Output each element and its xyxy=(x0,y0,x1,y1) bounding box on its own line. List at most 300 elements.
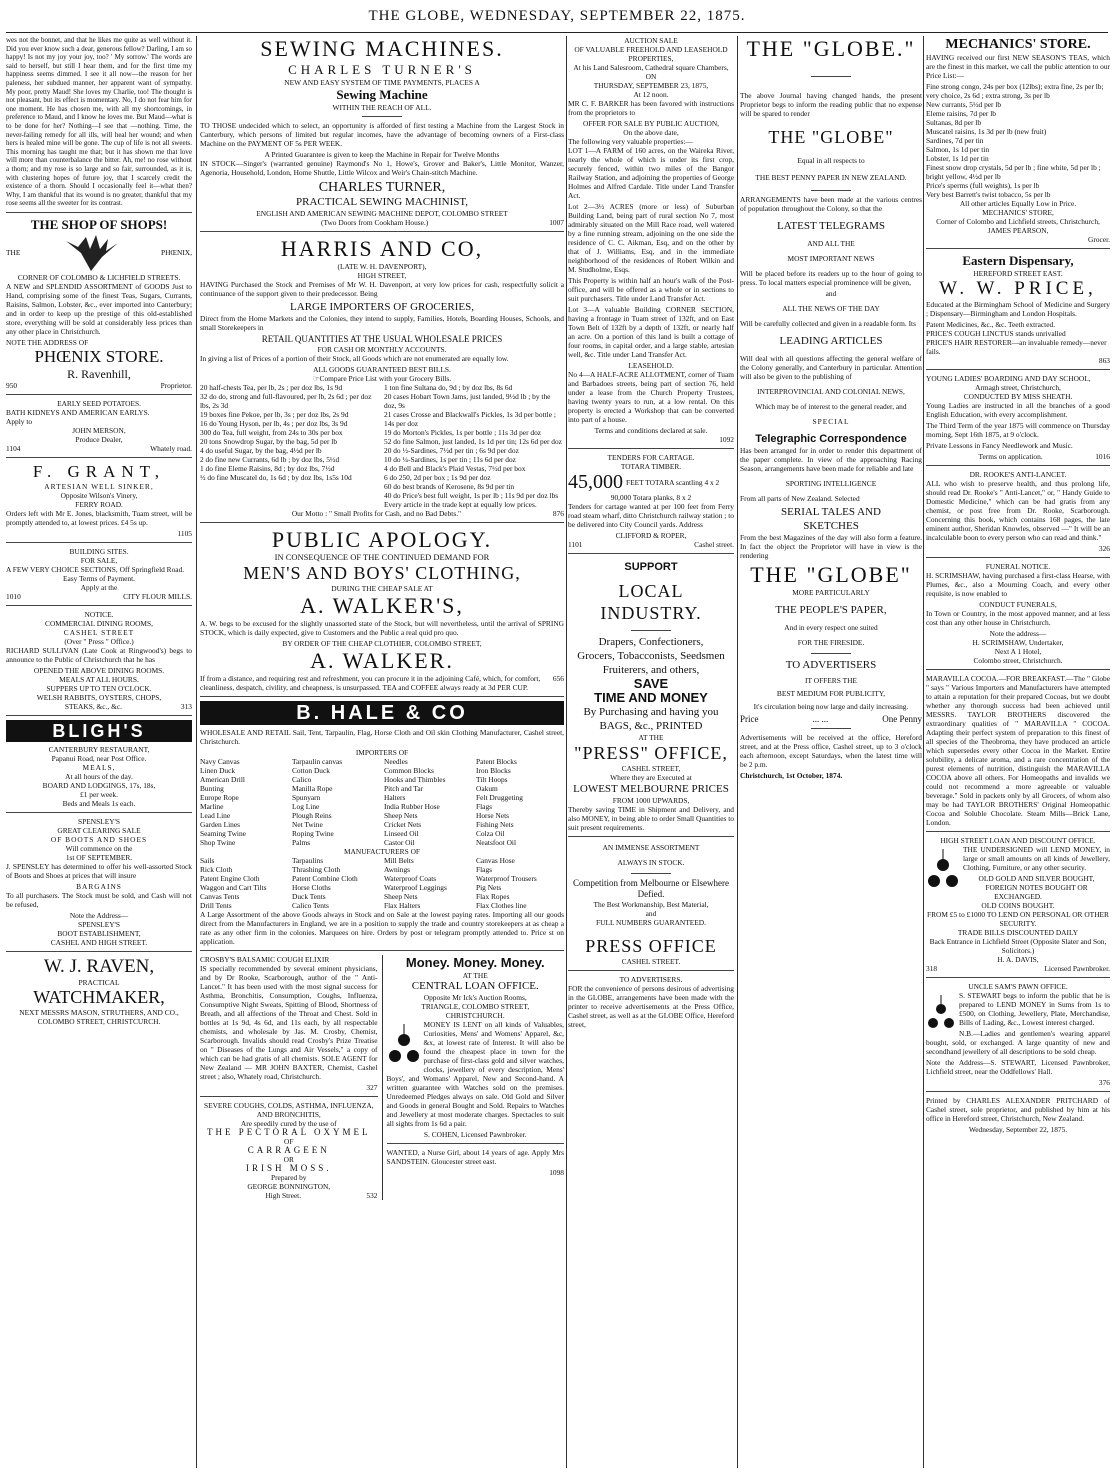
raven-name: W. J. RAVEN, xyxy=(43,955,155,977)
masthead: THE GLOBE, WEDNESDAY, SEPTEMBER 22, 1875. xyxy=(368,8,746,24)
price-item: 20 do ½-Sardines, 7½d per tin ; 6s 9d per doz xyxy=(384,446,519,455)
potatoes-body: BATH KIDNEYS AND AMERICAN EARLYS. xyxy=(6,407,150,417)
mech-item: Lobster, 1s 1d per tin xyxy=(926,154,989,163)
mech-body: HAVING received our first NEW SEASON'S TEAS, which are the finest in this market, we call the public attention to our Price List:— xyxy=(926,53,1110,80)
loan-body: MONEY IS LENT on all kinds of Valuables, Curiosities, Mens' and Womens' Apparel, &c, &x, at lowest rate of Interest. It will also be found the cheapest place in town for the purchase of first-class gold and silver watches, clocks, jewellery of every description, Mens' Boys', and Womans' Apparel, New and Second-hand. A written guarantee with Watches sold on the premises. Unredeemed Pledges always on sale. Old Gold and Silver and Goods in general Bought and Sold. Repairs to Watches and Jewellery at most moderate charges. Spectacles to suit all sights from 1s 6d a pair. xyxy=(386,1020,564,1128)
feet-row xyxy=(568,471,734,493)
easy-terms: Easy Terms of Payment. xyxy=(62,573,135,583)
crosby-heading: CROSBY'S BALSAMIC COUGH ELIXIR xyxy=(200,955,330,964)
ad-footer xyxy=(200,674,564,692)
interprovincial: INTERPROVINCIAL AND COLONIAL NEWS, xyxy=(757,387,905,396)
mech-item: New currants, 5½d per lb xyxy=(926,100,1002,109)
coins: OLD COINS BOUGHT. xyxy=(981,901,1055,910)
divider xyxy=(926,465,1110,466)
sullivan-body: RICHARD SULLIVAN (Late Cook at Ringwood's) begs to announce to the Public of Christchurch that he has xyxy=(6,645,192,664)
divider xyxy=(568,448,734,449)
ad-number: 863 xyxy=(1098,356,1110,365)
man-item: Canvas Tents xyxy=(200,892,240,901)
imp-item: Common Blocks xyxy=(384,766,434,775)
man-item: Flags xyxy=(476,865,493,874)
linctus: PRICE'S COUGH LINCTUS stands unrivalled xyxy=(926,329,1066,338)
price-list-right xyxy=(384,383,564,509)
bags: BAGS, &c., PRINTED xyxy=(599,720,703,732)
price-item: 1 do fine Eleme Raisins, 8d ; by doz lbs, 7½d xyxy=(200,464,335,473)
imprint: Printed by CHARLES ALEXANDER PRITCHARD of Cashel street, sole proprietor, and published by him at his office in Hereford street, Christchurch, New Zealand. xyxy=(926,1096,1110,1123)
grocer: Grocer. xyxy=(1088,235,1110,244)
immense: AN IMMENSE ASSORTMENT xyxy=(602,843,700,852)
ad-number: 1104 xyxy=(6,443,21,453)
pectoral: THE PECTORAL OXYMEL xyxy=(207,1127,371,1137)
ad-number: 532 xyxy=(366,1191,378,1200)
divider xyxy=(200,696,564,697)
imp-item: Palms xyxy=(292,838,311,847)
speedily: Are speedily cured by the use of xyxy=(240,1119,337,1128)
at-the: AT THE xyxy=(462,971,488,980)
divider xyxy=(926,369,1110,370)
ct-name: CHARLES TURNER, xyxy=(318,180,446,195)
lowest-prices: LOWEST MELBOURNE PRICES xyxy=(573,783,729,795)
imp-item: Halters xyxy=(384,793,406,802)
man-col xyxy=(200,856,288,910)
deal: Will deal with all questions affecting the general welfare of the Colony generally, and Canterbury in particular. Attention will also be given to the publishing of xyxy=(740,354,922,381)
lower-left xyxy=(200,955,378,1200)
price-item: 4 do Bell and Black's Plaid Vestas, 7½d per box xyxy=(384,464,526,473)
imp-item: Castor Oil xyxy=(384,838,415,847)
column-2 xyxy=(200,36,564,1468)
divider xyxy=(926,248,1110,249)
young-ladies: Young Ladies are instructed in all the branches of a good English Education, with every accomplishment. xyxy=(926,401,1110,419)
pawnbroker-balls-icon xyxy=(926,847,960,891)
divider xyxy=(568,970,734,971)
grocers: Grocers, Tobacconists, Seedsmen xyxy=(577,650,725,662)
opposite-ick: Opposite Mr Ick's Auction Rooms, xyxy=(423,993,527,1002)
adv-received: Advertisements will be received at the office, Hereford street, and at the Press office, Cashel street, up to 3 o'clock each afternoon, except Saturdays, when the latest time will be 2 p.m. xyxy=(740,733,922,769)
price-item: ½ do fine Muscatel do, 1s 6d ; by doz lbs, 1s5s 10d xyxy=(200,473,352,482)
divider xyxy=(362,116,402,117)
ad-footer xyxy=(6,592,192,601)
christchurch: CHRISTCHURCH. xyxy=(445,1011,505,1020)
price-item: 40 do Price's best full weight, 1s per lb ; 11s 9d per doz lbs xyxy=(384,491,559,500)
divider xyxy=(200,950,564,951)
shop-title: THE SHOP OF SHOPS! xyxy=(30,216,168,232)
price-item: 6 do 250, 2d per box ; 1s 9d per doz xyxy=(384,473,491,482)
lot-3: Lot 3—A valuable Building CORNER SECTION, having a frontage in Tuam street of 132ft, and on East Town Belt of 132ft by a depth of 132ft, or nearly half an acre. On a portion of this land is built a cottage of four rooms, in capital order, and a large stable, artesian well, &c. Title under Land Transfer Act. xyxy=(568,305,734,359)
divider xyxy=(631,630,671,631)
man-item: Patent Engine Cloth xyxy=(200,874,260,883)
imp-item: Roping Twine xyxy=(292,829,334,838)
mech-item: Price's sperms (full weights), 1s per lb xyxy=(926,181,1040,190)
divider xyxy=(811,728,851,729)
price-item: 19 boxes fine Pekoe, per lb, 3s ; per doz lbs, 2s 9d xyxy=(200,410,349,419)
imp-item: Navy Canvas xyxy=(200,757,240,766)
hale-banner: B. HALE & CO xyxy=(200,701,564,725)
imp-item: Patent Blocks xyxy=(476,757,517,766)
latest-telegrams: LATEST TELEGRAMS xyxy=(776,220,886,232)
imp-item: Sheep Nets xyxy=(384,811,418,820)
lot-1: LOT 1—A FARM of 160 acres, on the Waireka River, nearly the whole of which is under its first crop, securely fenced, within two miles of the Bangor Railway Station, and adjoining the properties of George Holmes and Alfred Cardale. Title under Land Transfer Act. xyxy=(568,146,734,200)
to-advertisers: TO ADVERTISERS. xyxy=(619,975,683,984)
walkers: A. WALKER'S, xyxy=(300,593,464,618)
man-item: Tarpaulins xyxy=(292,856,324,865)
best-penny: THE BEST PENNY PAPER IN NEW ZEALAND. xyxy=(755,173,907,182)
imp-col xyxy=(384,757,472,847)
imp-item: Needles xyxy=(384,757,408,766)
imp-item: Pitch and Tar xyxy=(384,784,424,793)
imp-item: Felt Druggeting xyxy=(476,793,524,802)
circulation: It's circulation being now large and daily increasing. xyxy=(753,702,909,711)
system: NEW AND EASY SYSTEM OF TIME PAYMENTS, PLACES A xyxy=(284,78,480,87)
man-item: Waterproof Leggings xyxy=(384,883,447,892)
for-cash: FOR CASH OR MONTHLY ACCOUNTS. xyxy=(317,345,447,354)
divider xyxy=(6,457,192,458)
divider xyxy=(6,394,192,395)
mech-item: All other articles Equally Low in Price. xyxy=(959,199,1077,208)
on-date: On the above date, xyxy=(623,128,679,137)
on-label: ON xyxy=(645,72,657,81)
manufacturers-of: MANUFACTURERS OF xyxy=(343,847,421,856)
boots-shoes: OF BOOTS AND SHOES xyxy=(50,834,148,844)
mech-item: Very best Barrett's twist tobacco, 5s per lb xyxy=(926,190,1051,199)
price-line xyxy=(740,715,922,724)
ad-footer xyxy=(6,381,192,390)
all-goods: ALL GOODS GUARANTEED BEST BILLS. xyxy=(313,365,451,374)
man-item: Rick Cloth xyxy=(200,865,233,874)
divider xyxy=(200,1096,378,1097)
commence: Will commence on the xyxy=(65,843,133,853)
eastern-dispensary: Eastern Dispensary, xyxy=(962,253,1074,268)
ad-number: 1007 xyxy=(549,218,564,227)
beds-meals: Beds and Meals 1s each. xyxy=(62,798,136,808)
ferry-road: FERRY ROAD. xyxy=(75,499,123,509)
divider xyxy=(6,951,192,952)
sections: A FEW VERY CHOICE SECTIONS, Off Springfield Road. xyxy=(6,564,185,574)
ad-number: 1016 xyxy=(1095,452,1110,461)
imp-col xyxy=(292,757,380,847)
divider xyxy=(6,715,192,716)
imp-item: Manilla Rope xyxy=(292,784,333,793)
imp-item: Fishing Nets xyxy=(476,820,514,829)
phoenix-emblem-icon xyxy=(56,233,126,273)
undersigned: THE UNDERSIGNED will LEND MONEY, in large or small amounts on all kinds of Jewellery, Clothing, Furniture, or any other security. xyxy=(963,845,1110,872)
city-flour-mills: CITY FLOUR MILLS. xyxy=(123,591,192,601)
man-col xyxy=(476,856,564,910)
ladies: YOUNG LADIES' BOARDING AND DAY SCHOOL, xyxy=(926,374,1091,383)
mech-item: Muscatel raisins, 1s 3d per lb (new fruit) xyxy=(926,127,1047,136)
mens-clothing: MEN'S AND BOYS' CLOTHING, xyxy=(243,563,521,583)
valuable: OF VALUABLE FREEHOLD AND LEASEHOLD PROPERTIES, xyxy=(574,45,728,63)
imp-item: Iron Blocks xyxy=(476,766,511,775)
price-item: 19 do Morton's Pickles, 1s per bottle ; 11s 3d per doz xyxy=(384,428,542,437)
in-stock: IN STOCK—Singer's (warranted genuine) Raymond's No 1, Howe's, Grover and Baker's, Little Monitor, Wanzer, Agenoria, Household, London, Home Shuttle, Little Wilcox and Weir's Chain-stitch Machine. xyxy=(200,159,564,177)
imp-item: Hooks and Thimbles xyxy=(384,775,446,784)
funeral-heading: FUNERAL NOTICE. xyxy=(985,562,1051,571)
ad-footer xyxy=(200,218,564,227)
column-4 xyxy=(740,36,922,1468)
auction-sale: AUCTION SALE xyxy=(624,36,678,45)
mech-item: Fine strong congo, 24s per box (12lbs); extra fine, 2s per lb; very choice, 2s 6d ; extra strong, 3s per lb xyxy=(926,82,1104,100)
practical: PRACTICAL xyxy=(78,977,120,987)
placed: Will be placed before its readers up to the hour of going to press. To local matters especial prominence will be given, xyxy=(740,269,922,287)
spensleys: SPENSLEY'S xyxy=(78,919,120,929)
clifford: CLIFFORD & ROPER, xyxy=(615,531,687,540)
ad-footer xyxy=(568,540,734,549)
column-1 xyxy=(6,36,192,1468)
divider xyxy=(6,212,192,213)
apply-label: Apply to xyxy=(6,416,33,426)
man-item: Drill Tents xyxy=(200,901,232,910)
peoples-paper: THE PEOPLE'S PAPER, xyxy=(775,604,887,616)
one-penny: One Penny xyxy=(882,714,922,724)
all-news: ALL THE NEWS OF THE DAY xyxy=(782,304,880,313)
depot: ENGLISH AND AMERICAN SEWING MACHINE DEPOT, COLOMBO STREET xyxy=(256,209,508,218)
save: SAVE xyxy=(633,676,669,691)
divider xyxy=(6,605,192,606)
competition: Competition from Melbourne or Elsewhere Defied. xyxy=(573,878,729,899)
steaks: STEAKS, &c., &c. xyxy=(64,701,122,711)
divider xyxy=(926,977,1110,978)
consequence: IN CONSEQUENCE OF THE CONTINUED DEMAND FOR xyxy=(274,552,490,562)
imp-item: Cricket Nets xyxy=(384,820,422,829)
imp-item: Lead Line xyxy=(200,811,231,820)
cashel-street: Cashel street. xyxy=(694,540,734,549)
ad-number: 1101 xyxy=(568,540,583,549)
price-item: 300 do Tea, full weight, from 24s to 30s per box xyxy=(200,428,343,437)
cashel-street-2: CASHEL STREET. xyxy=(621,957,681,966)
ad-footer xyxy=(200,1191,378,1200)
serial-tales: SERIAL TALES AND xyxy=(781,506,881,518)
divider xyxy=(926,1091,1110,1092)
price-dots: ... ... xyxy=(812,714,829,724)
armagh: Armagh street, Christchurch, xyxy=(975,383,1061,392)
blighs-banner: BLIGH'S xyxy=(6,720,192,742)
welsh-rabbits: WELSH RABBITS, OYSTERS, CHOPS, xyxy=(36,692,162,702)
proprietor-label: Proprietor. xyxy=(160,380,192,390)
lower-right xyxy=(382,955,565,1200)
divider xyxy=(926,669,1110,670)
board-lodgings: BOARD AND LODGINGS, 17s, 18s, xyxy=(42,780,156,790)
man-item: Sheep Nets xyxy=(384,892,418,901)
lower-split xyxy=(200,955,564,1200)
divider xyxy=(811,76,851,77)
potatoes-heading: EARLY SEED POTATOES. xyxy=(57,398,141,408)
mech-item: Finest snow drop crystals, 5d per lb ; fine white, 5d per lb ; bright yellow, 4½d per lb xyxy=(926,163,1101,181)
imp-item: Calico xyxy=(292,775,312,784)
spensley-body: J. SPENSLEY has determined to offer his well-assorted Stock of Boots and Shoes at prices that will insure xyxy=(6,861,192,880)
cashel-street: CASHEL STREET, xyxy=(621,764,681,773)
man-item: Thrashing Cloth xyxy=(292,865,341,874)
importers-table xyxy=(200,757,564,847)
lot-4: No 4—A HALF-ACRE ALLOTMENT, corner of Tuam and Barbadoes streets, being part of section 76, held under a lease from the Church Property Trustees, having twenty years to run, at a low rental. On this property is erected a Workshop that can be converted into part of a house. xyxy=(568,370,734,424)
imp-item: Marline xyxy=(200,802,224,811)
mech-item: Salmon, 1s 1d per tin xyxy=(926,145,990,154)
hereford: HEREFORD STREET EAST. xyxy=(973,269,1063,278)
at-the: AT THE xyxy=(638,733,664,742)
man-item: Waterproof Coats xyxy=(384,874,437,883)
ad-number: 1010 xyxy=(6,591,21,601)
harris-body: HAVING Purchased the Stock and Premises of Mr W. H. Davenport, at very low prices for cash, respectfully solicit a continuance of the support given to their predecessor. Being xyxy=(200,280,564,298)
to-advertisers-body: FOR the convenience of persons desirous of advertising in the GLOBE, arrangements have been made with the printer to receive advertisements at the Press Office, Cashel street, as well as at the GLOBE Office, Hereford street, xyxy=(568,984,734,1029)
scrimshaw: H. SCRIMSHAW, Undertaker, xyxy=(972,638,1064,647)
suppers: SUPPERS UP TO TEN O'CLOCK. xyxy=(46,683,152,693)
more-particularly: MORE PARTICULARLY xyxy=(792,588,870,597)
above-journal: The above Journal having changed hands, the present Proprietor begs to inform the reading public that no expense will be spared to render xyxy=(740,91,922,118)
within-reach: WITHIN THE REACH OF ALL. xyxy=(332,103,432,112)
divider xyxy=(926,831,1110,832)
price-list xyxy=(200,383,564,509)
dateline: Christchurch, 1st October, 1874. xyxy=(740,771,843,780)
man-item: Canvas Hose xyxy=(476,856,515,865)
mech-item: Eleme raisins, 7d per lb xyxy=(926,109,996,118)
and-label: and xyxy=(825,289,837,298)
ad-number: 1105 xyxy=(177,528,192,538)
ravenhill: R. Ravenhill, xyxy=(67,366,131,381)
from-best: From the best Magazines of the day will also form a feature. In fact the object the Proprietor will have in view is the rendering xyxy=(740,533,922,560)
man-item: Flax Halters xyxy=(384,901,421,910)
price-item: 60 do best brands of Kerosene, 8s 9d per tin xyxy=(384,482,515,491)
grant-name: F. GRANT, xyxy=(32,461,166,481)
sept-first: 1st OF SEPTEMBER. xyxy=(65,852,133,862)
in-town: In Town or Country, in the most appoved manner, and at less cost than any other house in Christchurch. xyxy=(926,609,1110,627)
divider xyxy=(200,522,564,523)
ad-number: 376 xyxy=(1098,1078,1110,1087)
rooke-heading: DR. ROOKE'S ANTI-LANCET. xyxy=(969,470,1067,479)
at-his: At his Land Salesroom, Cathedral square Chambers, xyxy=(573,63,729,72)
educated: Educated at the Birmingham School of Medicine and Surgery ; Dispensary—Birmingham and London Hospitals. xyxy=(926,300,1110,318)
uncle-sams: UNCLE SAM'S PAWN OFFICE. xyxy=(968,982,1068,991)
spensley-heading: SPENSLEY'S xyxy=(78,816,120,826)
best-medium: BEST MEDIUM FOR PUBLICITY, xyxy=(776,689,886,698)
during: DURING THE CHEAP SALE AT xyxy=(331,584,433,593)
feet-label: FEET TOTARA scantling 4 x 2 xyxy=(626,477,720,487)
from-all: From all parts of New Zealand. Selected xyxy=(740,494,860,503)
bonnington: GEORGE BONNINGTON, xyxy=(247,1182,331,1191)
imp-item: Seaming Twine xyxy=(200,829,246,838)
special: SPECIAL xyxy=(812,417,850,426)
ct-practical: PRACTICAL SEWING MACHINIST, xyxy=(295,196,469,208)
local-industry: LOCAL INDUSTRY. xyxy=(600,581,702,623)
wanted: WANTED, a Nurse Girl, about 14 years of age. Apply Mrs SANDSTEIN. Gloucester street east. xyxy=(386,1148,564,1166)
man-item: Flax Clothes line xyxy=(476,901,527,910)
imp-item: Shop Twine xyxy=(200,838,236,847)
carrageen: CARRAGEEN xyxy=(247,1145,330,1155)
opened: OPENED THE ABOVE DINING ROOMS. xyxy=(33,665,165,675)
man-item: Calico Tents xyxy=(292,901,329,910)
ad-footer xyxy=(6,444,192,453)
licensed: Licensed Pawnbroker. xyxy=(1044,964,1110,973)
patent: Patent Medicines, &c., &c. Teeth extracted. xyxy=(926,320,1056,329)
divider xyxy=(568,836,734,837)
ad-number: 318 xyxy=(926,964,938,973)
harris-heading: HARRIS AND CO, xyxy=(280,236,484,261)
masthead-rule xyxy=(6,32,1108,33)
imp-item: Plough Reins xyxy=(292,811,332,820)
clearing-sale: GREAT CLEARING SALE xyxy=(57,825,141,835)
crosby-body: IS specially recommended by several eminent physicians, and by Dr Rooke, Scarborough, author of the " Anti-Lancet." It has been used with the most signal success for Asthma, Bronchitis, Consumption, Coughs, Influenza, Consumptive Night Sweats, Spitting of Blood, Shortness of Breath, and all affections of the Throat and Chest. Sold in bottles at 1s 9d, 4s 6d, and 11s each, by all respectable chemists, and wholesale by Jas. M. Crosby, Chemist, Scarborough. Invalids should read Crosby's Prize Treatise on " Diseases of the Lungs and Air Vessels," a copy of which can be had gratis of all chemists. SOLE AGENT for New Zealand — MR JOHN BAXTER, Chemist, Cashel street ; also, Whately road, Christchurch. xyxy=(200,964,378,1081)
motto: Our Motto : " Small Profits for Cash, and no Bad Debts." xyxy=(291,509,462,518)
tenders: TENDERS FOR CARTAGE. xyxy=(607,453,695,462)
man-item: Awnings xyxy=(384,865,411,874)
papanui-road: Papanui Road, near Post Office. xyxy=(51,753,147,763)
conduct-funerals: CONDUCT FUNERALS, xyxy=(979,600,1057,609)
full-numbers: FULL NUMBERS GUARANTEED. xyxy=(596,918,706,927)
sewing-machines-heading: SEWING MACHINES. xyxy=(260,36,504,61)
every-respect: And in every respect one suited xyxy=(784,623,878,632)
ad-footer xyxy=(926,452,1110,461)
next-messrs: NEXT MESSRS MASON, STRUTHERS, AND CO., xyxy=(19,1007,179,1017)
thereby: Thereby saving TIME in Shipment and Delivery, and also MONEY, in being able to order Small Quantities to suit present requirements. xyxy=(568,805,734,832)
price-item: 4 do useful Sugar, by the bag, 4½d per lb xyxy=(200,446,322,455)
from-sum: FROM £5 to £1000 TO LEND ON PERSONAL OR OTHER SECURITY. xyxy=(927,910,1109,928)
note-address: NOTE THE ADDRESS OF xyxy=(6,337,89,347)
ad-footer xyxy=(6,702,192,711)
notice-heading: NOTICE. xyxy=(84,609,114,619)
fireside: FOR THE FIRESIDE. xyxy=(797,638,865,647)
equal: Equal in all respects to xyxy=(797,156,865,165)
two-doors: (Two Doors from Cookham House.) xyxy=(320,218,429,227)
imp-item: Colza Oil xyxy=(476,829,505,838)
to-advertisers: TO ADVERTISERS xyxy=(785,659,877,671)
globe-heading: THE "GLOBE." xyxy=(746,36,916,61)
watchmaker: WATCHMAKER, xyxy=(33,986,165,1007)
note-address: Note the address— xyxy=(989,629,1047,638)
totara: TOTARA TIMBER. xyxy=(620,462,682,471)
conducted: CONDUCTED BY MISS SHEATH. xyxy=(963,392,1073,401)
nb: N.B.—Ladies and gentlemen's wearing apparel bought, sold, or exchanged. A large quantity of new and secondhand jewellery of all descriptions to be sold cheap. xyxy=(926,1029,1110,1056)
imp-item: Spunyarn xyxy=(292,793,321,802)
time-money: TIME AND MONEY xyxy=(594,690,708,705)
corner-address: CORNER OF COLOMBO & LICHFIELD STREETS. xyxy=(17,272,181,282)
divider xyxy=(811,190,851,191)
man-col xyxy=(292,856,380,910)
divider xyxy=(6,542,192,543)
price-item: 52 do fine Salmon, just landed, 1s 1d per tin; 12s 6d per doz xyxy=(384,437,562,446)
divider xyxy=(6,812,192,813)
following: The following very valuable properties:— xyxy=(568,137,693,146)
money-heading: Money. Money. Money. xyxy=(405,955,545,970)
dining-rooms: COMMERCIAL DINING ROOMS, xyxy=(45,618,153,628)
produce-dealer: Produce Dealer, xyxy=(75,434,123,444)
colombo: Colombo street, Christchurch. xyxy=(973,656,1063,665)
corner: Corner of Colombo and Lichfield streets, Christchurch, xyxy=(936,217,1100,226)
divider xyxy=(926,557,1110,558)
all-hours: At all hours of the day. xyxy=(65,771,133,781)
price-item: 2 do fine new Currants, 6d lb ; by doz lbs, 5½d xyxy=(200,455,340,464)
best-workmanship: The Best Workmanship, Best Material, xyxy=(593,900,709,909)
charles-turner: CHARLES TURNER'S xyxy=(288,62,476,77)
it-offers: IT OFFERS THE xyxy=(805,676,857,685)
maravilla: MARAVILLA COCOA.—FOR BREAKFAST.—The " Globe " says " Various Importers and Manufacturers have attempted to attain a reputation for their prepared Cocoas, but we doubt whether any thorough success had been achieved until MESSRS. TAYLOR BROTHERS discovered the extraordinary qualities of " MARAVILLA " COCOA. Adapting their perfect system of preparation to this finest of all species of the Theobroma, they have produced an article which supersedes every other Cocoa in the Market. Entire solubility, a delicate aroma, and a rare concentration of the purest elements of nutrition, distinguish the MARAVILLA COCOA above all others. For Homeopaths and invalids we could not recommend a more agreeable or valuable beverage." Sold in packets only by all Grocers, of whom also may be had TAYLOR BROTHERS' Original Homeopathic Cocoa and Soluble Chocolate. Steam Mills—Brick Lane, London. xyxy=(926,674,1110,827)
irish-moss: IRISH MOSS. xyxy=(245,1163,332,1173)
compare: ☞Compare Price List with your Grocery Bills. xyxy=(312,374,452,383)
and-label: and xyxy=(645,909,657,918)
price-list-left xyxy=(200,383,380,509)
to-purchasers: To all purchasers. The Stock must be sold, and Cash will not be refused, xyxy=(6,890,192,909)
hale-body: WHOLESALE AND RETAIL Sail, Tent, Tarpaulin, Flag, Horse Cloth and Oil skin Clothing Manufacturer, Cashel street, Christchurch. xyxy=(200,728,564,746)
by-order: BY ORDER OF THE CHEAP CLOTHIER, COLOMBO STREET, xyxy=(282,639,482,648)
ad-number: 950 xyxy=(6,380,18,390)
price-item: 20 half-chests Tea, per lb, 2s ; per doz lbs, 1s 9d xyxy=(200,383,343,392)
feet-number: 45,000 xyxy=(568,471,623,493)
lot-2: Lot 2—3½ ACRES (more or less) of Suburban Building Land, being part of rural section No 7, most admirably situated on the Mill Race road, well watered by a fine running stream, adjoining on the one side the residence of C. C. Aikman, Esq, and on the other by that of J. Williams, Esq, and in the immediate neighborhood of the residences of Robert Wilkin and M. Studholme, Esqs. xyxy=(568,202,734,274)
pearson: JAMES PEARSON, xyxy=(987,226,1049,235)
imp-item: American Drill xyxy=(200,775,245,784)
public-apology: PUBLIC APOLOGY. xyxy=(271,527,493,552)
imp-item: Bunting xyxy=(200,784,224,793)
opposite: Opposite Wilson's Vinery, xyxy=(60,490,138,500)
drapers: Drapers, Confectioners, xyxy=(598,636,704,648)
prepared: Prepared by xyxy=(270,1173,307,1182)
direct: Direct from the Home Markets and the Colonies, they intend to supply, Families, Hotels, Boarding Houses, Schools, and small Storekeepers in xyxy=(200,314,564,332)
